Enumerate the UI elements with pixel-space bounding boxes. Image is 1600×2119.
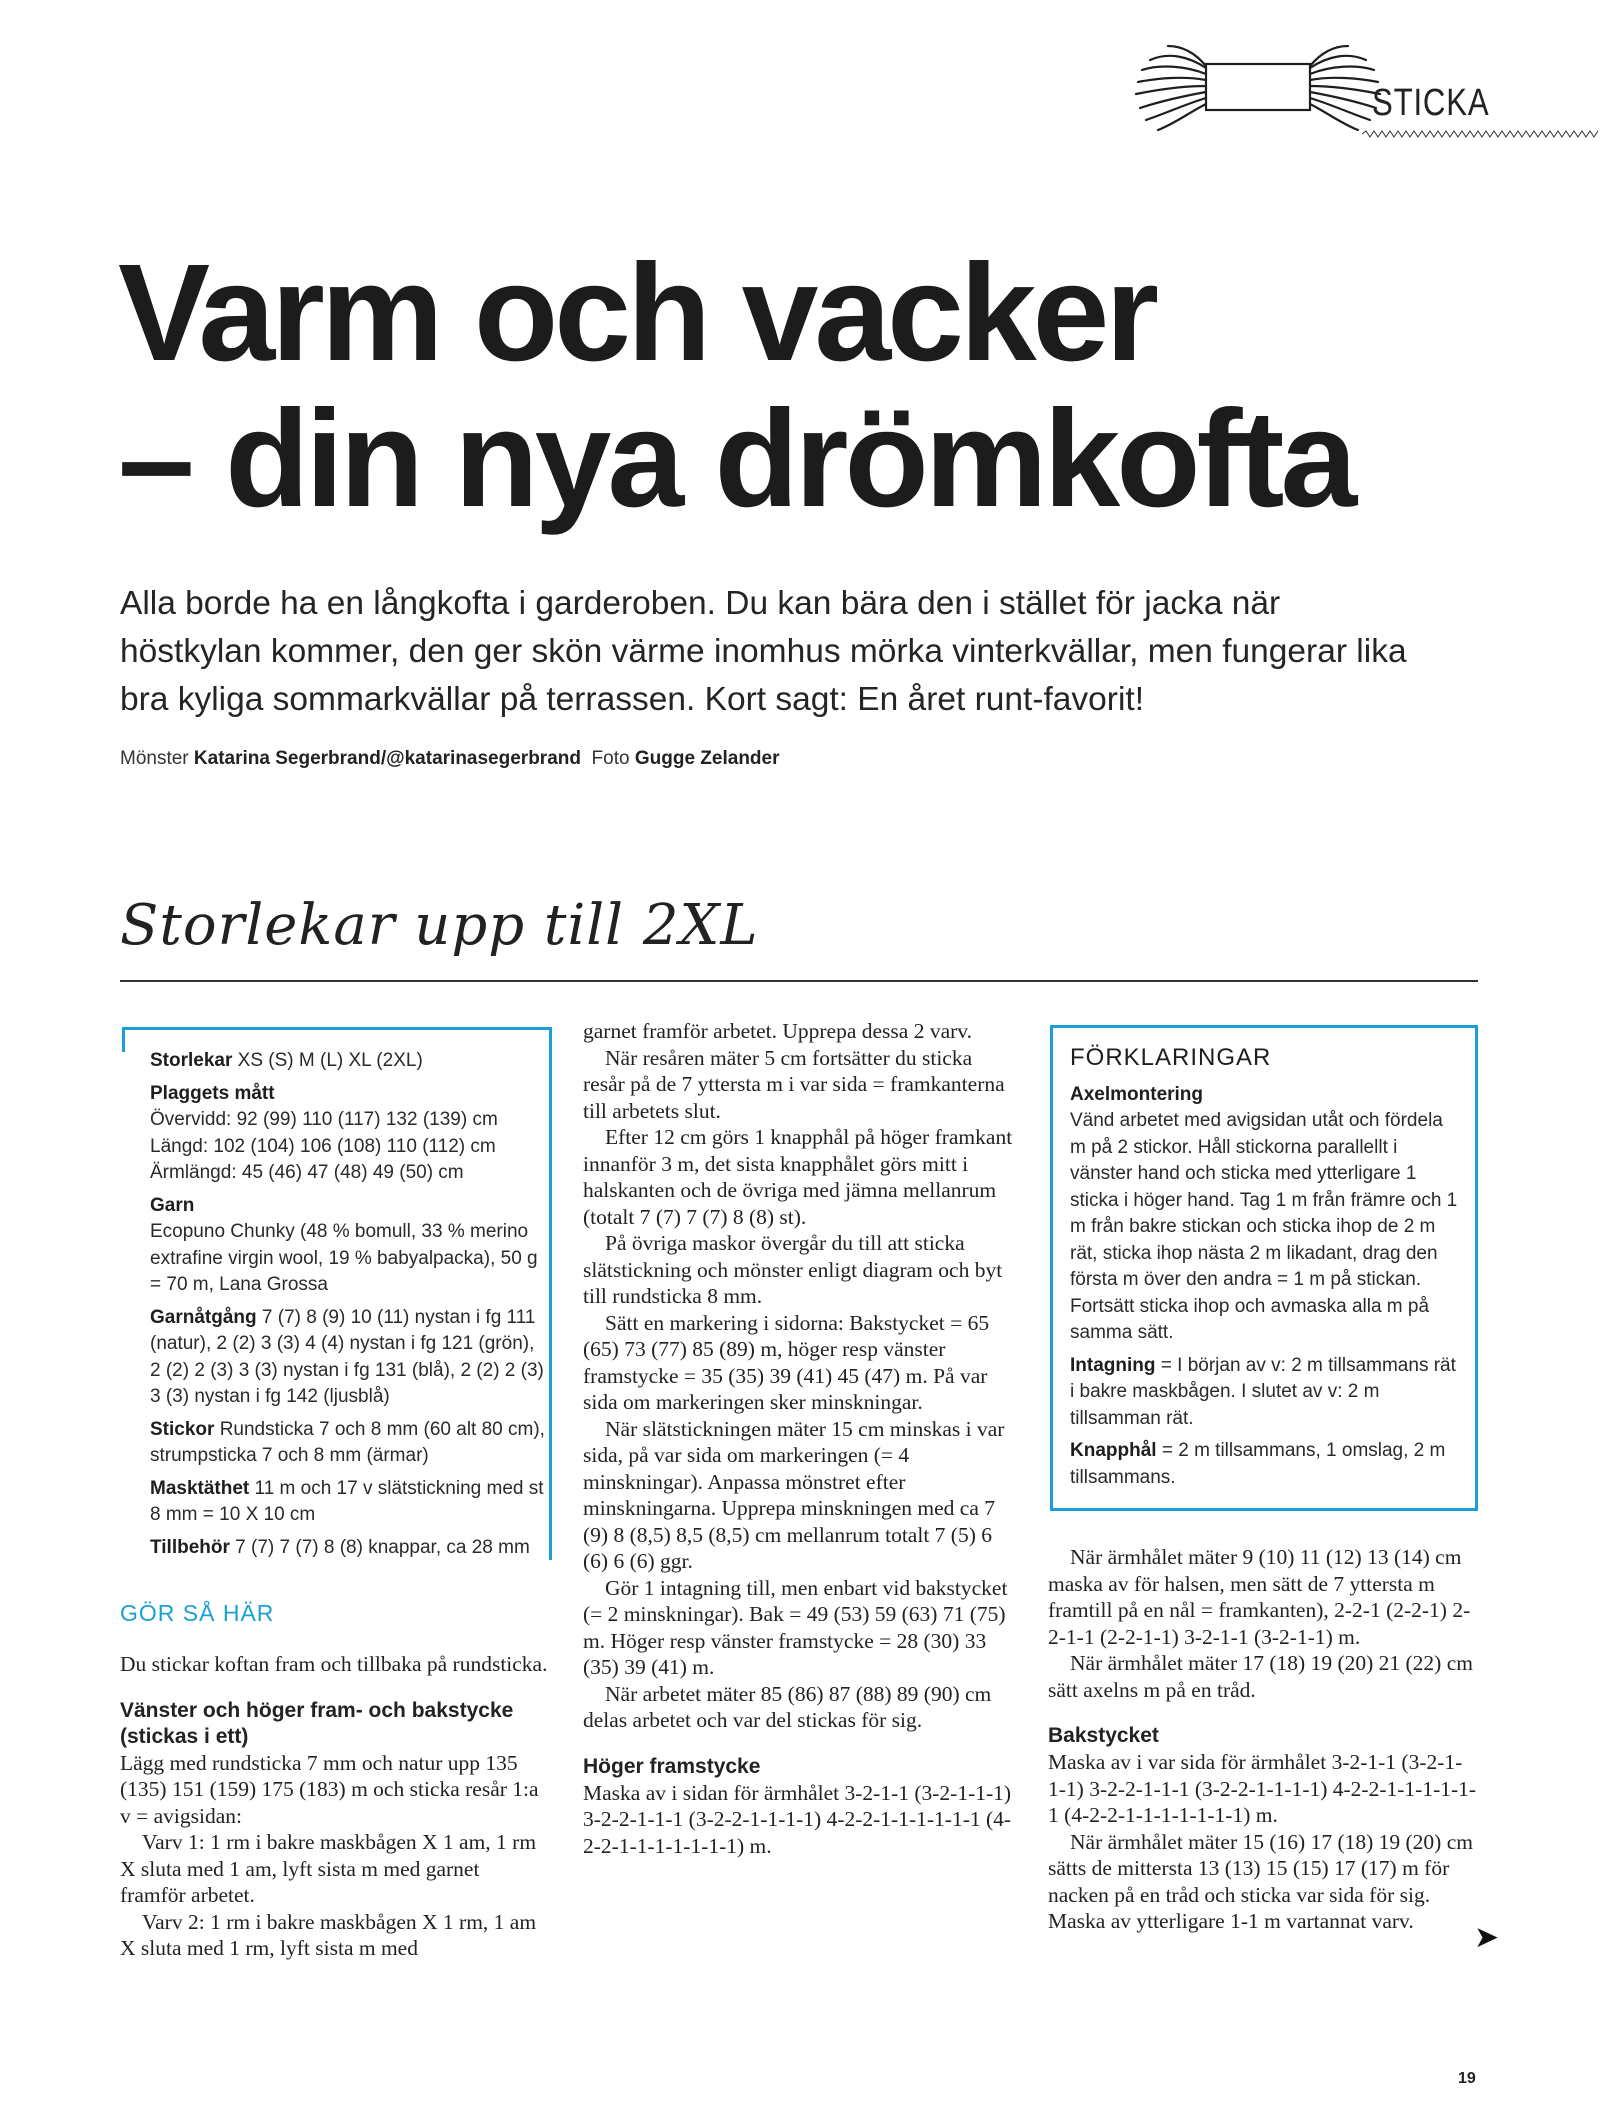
- length-measure: Längd: 102 (104) 106 (108) 110 (112) cm: [150, 1135, 496, 1157]
- paragraph: Lägg med rundsticka 7 mm och natur upp 135 (135) 151 (159) 175 (183) m och sticka resår 1:a v = avigsidan:: [120, 1750, 539, 1828]
- explanations-title: FÖRKLARINGAR: [1070, 1044, 1272, 1071]
- buttonhole-label: Knapphål: [1070, 1440, 1157, 1461]
- yarn-section: [150, 1193, 550, 1299]
- paragraph: På övriga maskor övergår du till att sticka slätstickning och mönster enligt diagram och byt till rundsticka 8 mm.: [583, 1231, 1003, 1308]
- lead-paragraph: Alla borde ha en långkofta i garderoben. Du kan bära den i stället för jacka när höstkylan kommer, den ger skön värme inomhus mörka vinterkvällar, men fungerar lika bra kyliga sommarkvällar på terrassen. Kort sagt: En året runt-favorit!: [120, 585, 1407, 718]
- notions-row: [150, 1535, 550, 1562]
- sizes-label: Storlekar: [150, 1050, 233, 1071]
- measures-label: Plaggets mått: [150, 1082, 275, 1104]
- paragraph: När ärmhålet mäter 9 (10) 11 (12) 13 (14) cm maska av för halsen, men sätt de 7 yttersta m framtill på en nål = framkanten), 2-2-1 (2-2-1) 2-2-1-1 (2-2-1-1) 3-2-1-1 (3-2-1-1) m.: [1048, 1545, 1471, 1649]
- photo-label: Foto: [591, 748, 630, 769]
- paragraph: När ärmhålet mäter 17 (18) 19 (20) 21 (22) cm sätt axelns m på en tråd.: [1048, 1651, 1473, 1702]
- info-box: [150, 1048, 550, 1567]
- shoulder-join-label: Axelmontering: [1070, 1083, 1204, 1105]
- paragraph: Maska av i sidan för ärmhålet 3-2-1-1 (3-2-1-1-1) 3-2-2-1-1-1 (3-2-2-1-1-1-1) 4-2-2-1-1-1-1-1-1 (4-2-2-1-1-1-1-1-1-1) m.: [583, 1780, 1012, 1858]
- paragraph: När ärmhålet mäter 15 (16) 17 (18) 19 (20) cm sätts de mittersta 13 (13) 15 (15) 17 (17) m för nacken på en tråd och sticka var sida för sig. Maska av ytterligare 1-1 m vartannat varv.: [1048, 1829, 1473, 1933]
- article-title: [118, 236, 1518, 536]
- subheading-pieces: Vänster och höger fram- och bakstycke (stickas i ett): [120, 1698, 514, 1748]
- gauge-value: 11 m och 17 v slätstickning med st 8 mm = 10 X 10 cm: [150, 1477, 544, 1525]
- column-2: [583, 1018, 1013, 1859]
- gauge-row: [150, 1476, 550, 1529]
- buttonhole-text: = 2 m tillsammans, 1 omslag, 2 m tillsammans.: [1070, 1440, 1446, 1488]
- sizes-value: XS (S) M (L) XL (2XL): [237, 1050, 423, 1071]
- paragraph: När arbetet mäter 85 (86) 87 (88) 89 (90) cm delas arbetet och var del stickas för sig.: [583, 1681, 992, 1732]
- decrease-label: Intagning: [1070, 1354, 1156, 1376]
- usage-value: 7 (7) 8 (9) 10 (11) nystan i fg 111 (natur), 2 (2) 3 (3) 4 (4) nystan i fg 121 (grön), 2 (2) 2 (3) 3 (3) nystan i fg 131 (blå), 2 (2) 2 (3) 3 (3) nystan i fg 142 (ljusblå): [150, 1306, 544, 1407]
- section-divider: [1362, 130, 1598, 138]
- paragraph: När resåren mäter 5 cm fortsätter du sticka resår på de 7 yttersta m i var sida = framkanterna till arbetets slut.: [583, 1045, 1005, 1123]
- column-3: [1048, 1544, 1478, 1935]
- yarn-value: Ecopuno Chunky (48 % bomull, 33 % merino extrafine virgin wool, 19 % babyalpacka), 50 g = 70 m, Lana Grossa: [150, 1221, 538, 1295]
- credits: [120, 748, 780, 770]
- shoulder-join-text: Vänd arbetet med avigsidan utåt och fördela m på 2 stickor. Håll stickorna parallellt i vänster hand och sticka med ytterligare 1 sticka i höger hand. Tag 1 m från främre och 1 m från bakre stickan och sticka ihop de 2 m rät, sticka ihop nästa 2 m likadant, drag den första m över den andra = 1 m på stickan. Fortsätt sticka ihop och avmaska alla m på samma sätt.: [1070, 1110, 1458, 1343]
- page-number: 19: [1458, 2070, 1476, 2087]
- info-box-notch: [122, 1027, 133, 1052]
- paragraph: När slätstickningen mäter 15 cm minskas i var sida, på var sida om markeringen (= 4 minskningar). Anpassa mönstret efter minskningarna. Upprepa minskningen med ca 7 (9) 8 (8,5) 8,5 (8,5) cm mellanrum totalt 7 (5) 6 (6) 6 (6) ggr.: [583, 1416, 1005, 1573]
- subheading-right-front: Höger framstycke: [583, 1754, 761, 1778]
- yarn-label: Garn: [150, 1194, 195, 1216]
- needles-row: [150, 1417, 550, 1470]
- column-1: [120, 1600, 550, 1962]
- photographer: Gugge Zelander: [634, 748, 780, 769]
- decrease-text: = I början av v: 2 m tillsammans rät i bakre maskbågen. I slutet av v: 2 m tillsamman rät.: [1070, 1354, 1456, 1429]
- paragraph: Du stickar koftan fram och tillbaka på rundsticka.: [120, 1652, 548, 1676]
- measures-section: [150, 1081, 550, 1187]
- usage-row: [150, 1305, 550, 1411]
- yarn-skein-icon: [1128, 38, 1388, 138]
- buttonhole-row: [1070, 1438, 1460, 1491]
- chest-measure: Övervidd: 92 (99) 110 (117) 132 (139) cm: [150, 1109, 498, 1130]
- paragraph: Varv 2: 1 rm i bakre maskbågen X 1 rm, 1 am X sluta med 1 rm, lyft sista m med: [120, 1909, 537, 1960]
- pattern-label: Mönster: [120, 748, 189, 769]
- title-line-1: Varm och vacker: [118, 236, 1156, 390]
- gauge-label: Masktäthet: [150, 1477, 250, 1499]
- continue-arrow-icon: ➤: [1474, 1921, 1500, 1954]
- subheading-back: Bakstycket: [1048, 1724, 1159, 1747]
- section-label: STICKA: [1372, 82, 1490, 124]
- needles-label: Stickor: [150, 1418, 215, 1440]
- paragraph: garnet framför arbetet. Upprepa dessa 2 varv.: [583, 1019, 973, 1043]
- paragraph: Sätt en markering i sidorna: Bakstycket = 65 (65) 73 (77) 85 (89) m, höger resp vänster framstycke = 35 (35) 39 (41) 45 (47) m. På var sida om markeringen sker minskningar.: [583, 1310, 990, 1414]
- column-1-text: [120, 1651, 550, 1962]
- paragraph: Efter 12 cm görs 1 knapphål på höger framkant innanför 3 m, det sista knapphålet görs mitt i halskanten och de övriga med jämna mellanrum (totalt 7 (7) 7 (7) 8 (8) st).: [583, 1125, 1013, 1229]
- sizes-row: [150, 1048, 550, 1075]
- heading-divider: [120, 980, 1478, 982]
- instructions-heading: GÖR SÅ HÄR: [120, 1600, 275, 1626]
- usage-label: Garnåtgång: [150, 1306, 257, 1328]
- paragraph: Varv 1: 1 rm i bakre maskbågen X 1 am, 1 rm X sluta med 1 am, lyft sista m med garnet framför arbetet.: [120, 1830, 537, 1907]
- decrease-row: [1070, 1353, 1460, 1433]
- explanations-box: [1070, 1045, 1460, 1497]
- sleeve-measure: Ärmlängd: 45 (46) 47 (48) 49 (50) cm: [150, 1162, 464, 1183]
- pattern-author: Katarina Segerbrand/@katarinasegerbrand: [193, 748, 581, 769]
- paragraph: Gör 1 intagning till, men enbart vid bakstycket (= 2 minskningar). Bak = 49 (53) 59 (63) 71 (75) m. Höger resp vänster framstycke = 28 (30) 33 (35) 39 (41) m.: [583, 1575, 1008, 1679]
- sizes-heading: Storlekar upp till 2XL: [120, 893, 759, 958]
- title-line-2: – din nya drömkofta: [118, 382, 1354, 536]
- needles-value: Rundsticka 7 och 8 mm (60 alt 80 cm), strumpsticka 7 och 8 mm (ärmar): [150, 1418, 545, 1466]
- notions-label: Tillbehör: [150, 1536, 230, 1558]
- notions-value: 7 (7) 7 (7) 8 (8) knappar, ca 28 mm: [235, 1536, 530, 1558]
- paragraph: Maska av i var sida för ärmhålet 3-2-1-1 (3-2-1-1-1) 3-2-2-1-1-1 (3-2-2-1-1-1-1) 4-2-2-1-1-1-1-1-1 (4-2-2-1-1-1-1-1-1-1) m.: [1048, 1750, 1477, 1827]
